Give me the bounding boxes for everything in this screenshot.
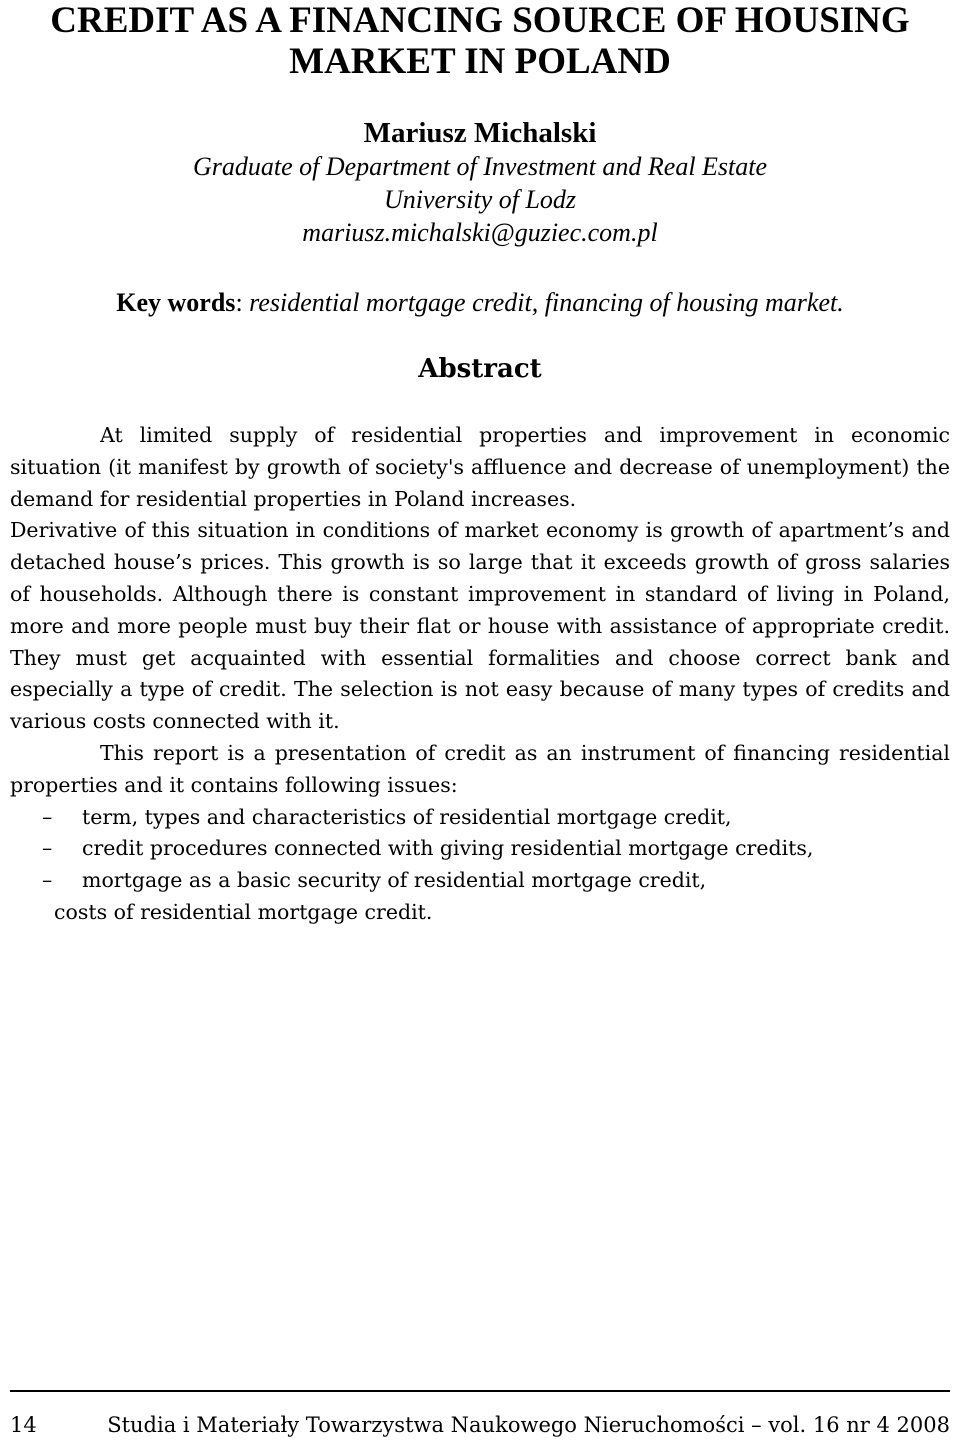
keywords-label: Key words [116, 288, 236, 317]
list-dash: – [42, 868, 53, 893]
list-item [10, 833, 950, 865]
abstract-body [10, 420, 950, 929]
keywords-separator: : [235, 288, 250, 317]
list-item-text: mortgage as a basic security of residential mortgage credit, [82, 868, 707, 893]
author-name: Mariusz Michalski [363, 117, 597, 149]
abstract-paragraph-2: Derivative of this situation in conditions of market economy is growth of apartment’s and detached house’s prices. This growth is so large that it exceeds growth of gross salaries of households. Although there is constant improvement in standard of living in Poland, more and more people must buy their flat or house with assistance of appropriate credit. They must get acquainted with essential formalities and choose correct bank and especially a type of credit. The selection is not easy because of many types of credits and various costs connected with it. [10, 518, 950, 734]
affiliation-department: Graduate of Department of Investment and Real Estate [192, 152, 768, 181]
issues-list [10, 802, 950, 897]
affiliation-university: University of Lodz [383, 185, 577, 214]
keywords-line [0, 286, 960, 320]
list-item [10, 802, 950, 834]
page-number: 14 [10, 1413, 37, 1437]
abstract-paragraph-3: This report is a presentation of credit as an instrument of financing residential properties and it contains following issues: [10, 740, 950, 797]
journal-citation: Studia i Materiały Towarzystwa Naukowego Nieruchomości – vol. 16 nr 4 2008 [107, 1413, 950, 1437]
abstract-heading: Abstract [418, 354, 542, 384]
abstract-paragraph-1: At limited supply of residential properties and improvement in economic situation (it manifest by growth of society's affluence and decrease of unemployment) the demand for residential properties in Poland increases. [10, 423, 950, 511]
list-item [10, 865, 950, 897]
list-item-text: term, types and characteristics of residential mortgage credit, [82, 804, 732, 829]
list-item-text: credit procedures connected with giving residential mortgage credits, [82, 836, 814, 861]
footer-divider [10, 1390, 950, 1392]
page-footer [10, 1408, 950, 1442]
keywords-value: residential mortgage credit, financing of housing market. [249, 288, 844, 317]
paper-title [0, 0, 960, 82]
title-line-2: MARKET IN POLAND [289, 41, 671, 82]
author-block [0, 116, 960, 249]
list-dash: – [42, 804, 53, 829]
list-dash: – [42, 836, 53, 861]
title-line-1: CREDIT AS A FINANCING SOURCE OF HOUSING [50, 0, 910, 41]
list-last-line: costs of residential mortgage credit. [54, 899, 433, 924]
author-email: mariusz.michalski@guziec.com.pl [302, 218, 658, 247]
